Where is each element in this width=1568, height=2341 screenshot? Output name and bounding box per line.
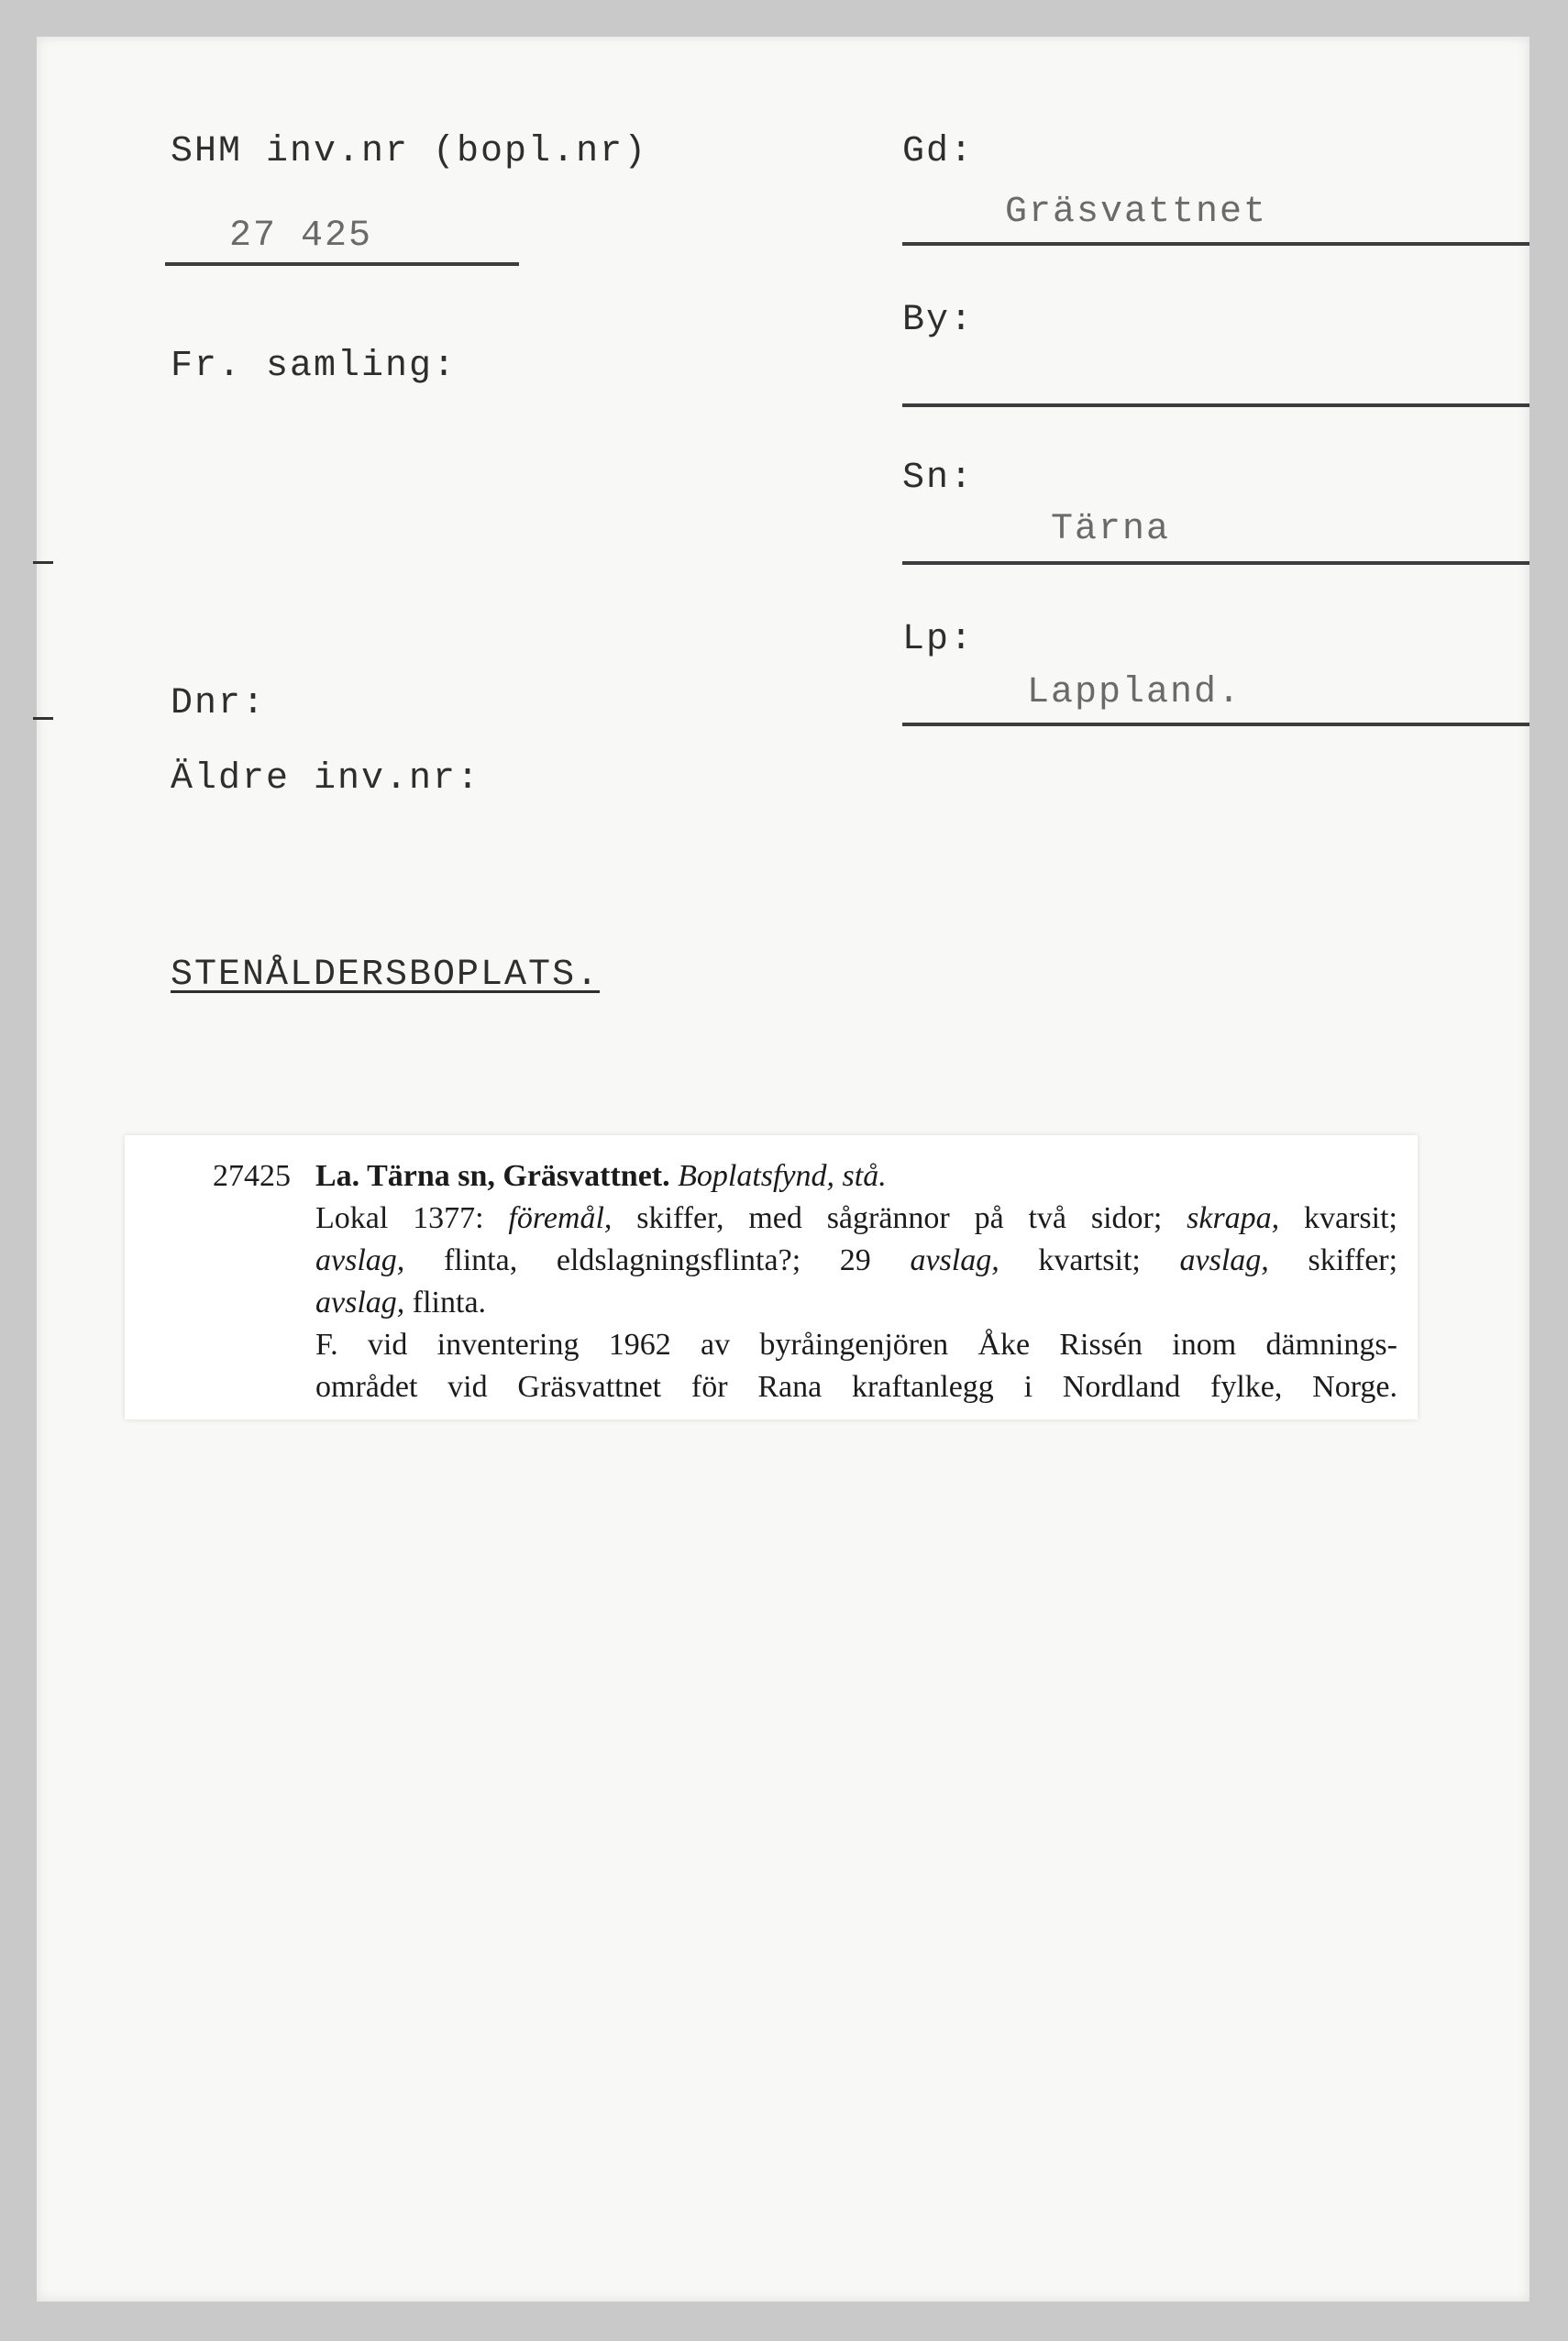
slip-text: skiffer; (1308, 1243, 1398, 1277)
slip-text-italic: avslag, (910, 1243, 999, 1277)
sn-rule (902, 561, 1529, 565)
slip-text: kvarsit; (1304, 1201, 1397, 1235)
edge-mark (33, 561, 53, 564)
gd-label: Gd: (902, 131, 975, 172)
gd-rule (902, 242, 1529, 246)
by-label: By: (902, 300, 975, 341)
slip-heading: La. Tärna sn, Gräsvattnet. (315, 1159, 670, 1193)
slip-text: Lokal 1377: (315, 1201, 484, 1235)
slip-text: flinta, eldslagningsflinta?; 29 (443, 1243, 871, 1277)
inv-nr-rule (165, 262, 519, 266)
slip-text-italic: avslag, (1179, 1243, 1269, 1277)
lp-value: Lappland. (1027, 672, 1242, 713)
by-rule (902, 403, 1529, 407)
dnr-label: Dnr: (171, 683, 267, 724)
slip-line-1 (315, 1155, 1397, 1198)
slip-text-italic: avslag, (315, 1243, 405, 1277)
lp-rule (902, 723, 1529, 726)
slip-body (315, 1155, 1397, 1408)
slip-text: kvartsit; (1038, 1243, 1141, 1277)
slip-number: 27425 (213, 1159, 291, 1193)
slip-text: skiffer, med sågrännor på två sidor; (636, 1201, 1163, 1235)
inv-nr-label: SHM inv.nr (bopl.nr) (171, 131, 648, 172)
slip-line-4 (315, 1282, 1397, 1324)
slip-line-5: F. vid inventering 1962 av byråingenjören Åke Rissén inom dämnings- (315, 1328, 1397, 1362)
lp-label: Lp: (902, 619, 975, 660)
slip-text-italic: skrapa, (1187, 1201, 1280, 1235)
slip-text-italic: föremål, (508, 1201, 613, 1235)
slip-heading-italic: Boplatsfynd, stå. (678, 1159, 887, 1193)
slip-line-6: området vid Gräsvattnet för Rana kraftanlegg i Nordland fylke, Norge. (315, 1370, 1397, 1404)
edge-mark (33, 717, 53, 720)
aldre-inv-nr-label: Äldre inv.nr: (171, 758, 481, 800)
sn-label: Sn: (902, 458, 975, 499)
gd-value: Gräsvattnet (1005, 192, 1268, 233)
catalog-slip (125, 1135, 1418, 1419)
site-type-heading: STENÅLDERSBOPLATS. (171, 955, 601, 996)
inv-nr-value: 27 425 (229, 215, 373, 257)
slip-line-3 (315, 1240, 1397, 1282)
fr-samling-label: Fr. samling: (171, 346, 458, 387)
slip-line-2 (315, 1198, 1397, 1240)
sn-value: Tärna (1051, 509, 1171, 550)
slip-text-italic: avslag, (315, 1286, 405, 1320)
catalog-card (37, 37, 1529, 2302)
slip-text: flinta. (412, 1286, 487, 1320)
